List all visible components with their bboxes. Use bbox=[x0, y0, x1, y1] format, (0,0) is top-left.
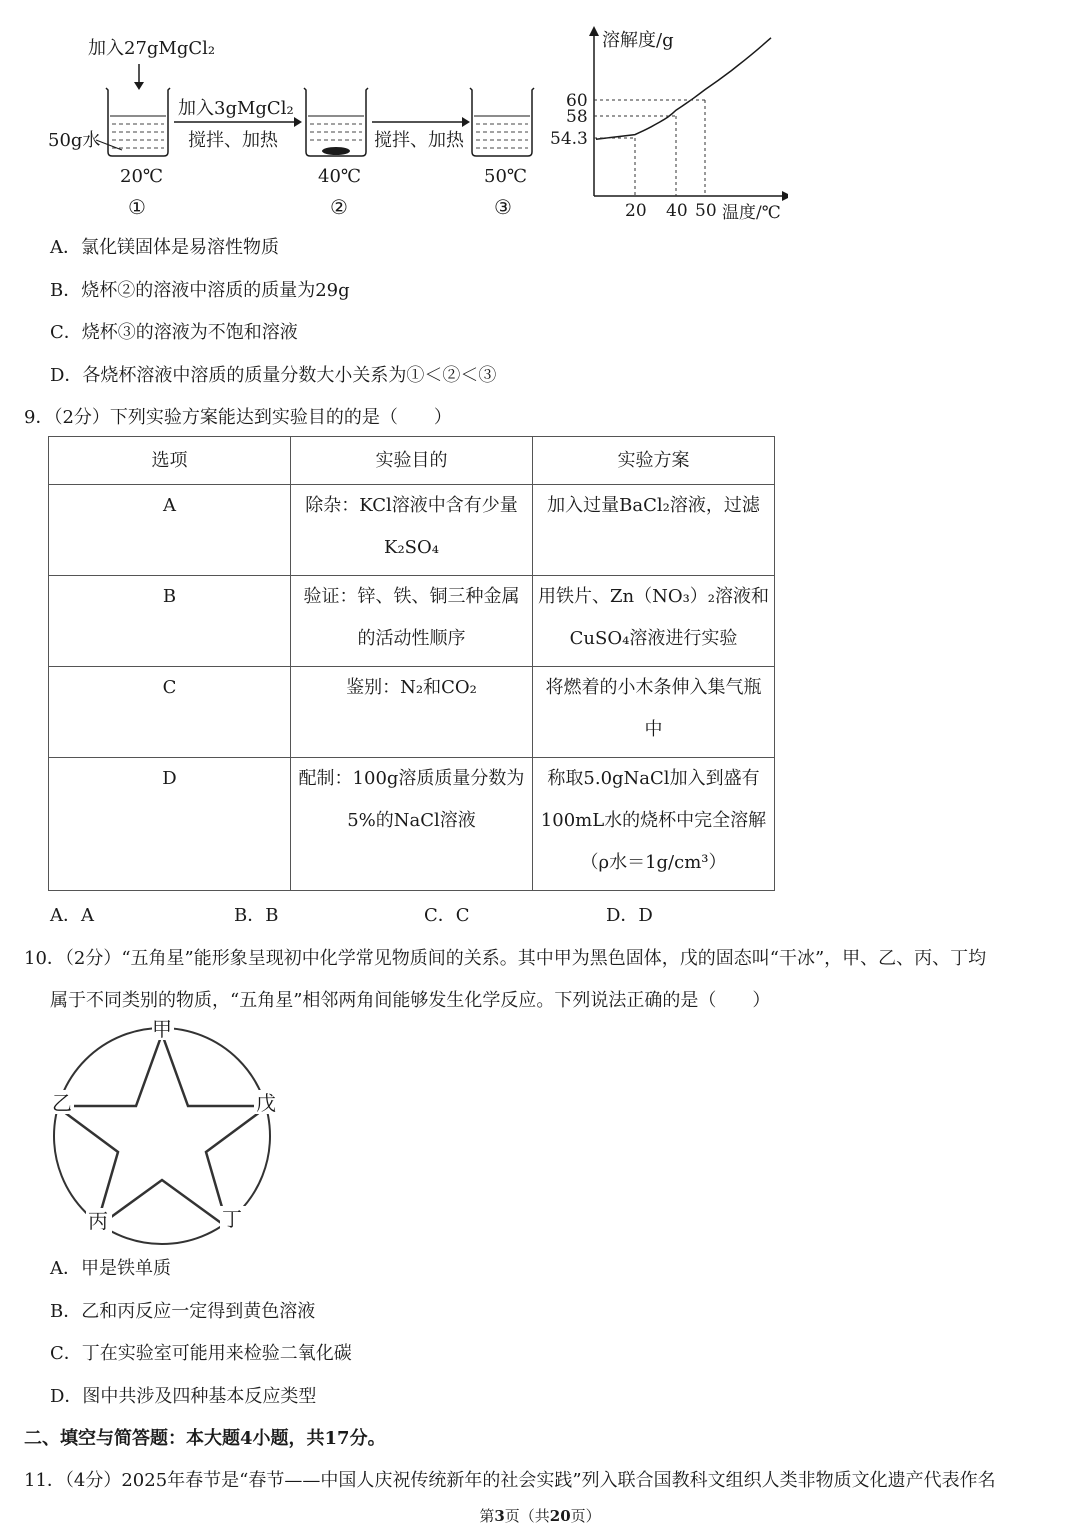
table-header: 选项 bbox=[49, 437, 291, 485]
temp-label-2: 40℃ bbox=[318, 166, 362, 187]
table-cell-option: C bbox=[49, 667, 291, 758]
beaker-2 bbox=[304, 88, 368, 156]
temp-label-3: 50℃ bbox=[484, 166, 528, 187]
footer-text: 页（共 bbox=[504, 1507, 550, 1525]
five-point-star-diagram bbox=[44, 1018, 284, 1248]
solubility-curve bbox=[596, 38, 771, 139]
star-label-right: 戊 bbox=[256, 1091, 276, 1115]
q8-option-c: C．烧杯③的溶液为不饱和溶液 bbox=[50, 322, 298, 343]
table-cell-purpose bbox=[291, 758, 533, 891]
table-cell-option: A bbox=[49, 485, 291, 576]
table-cell-plan bbox=[533, 485, 775, 576]
q10-option-c: C．丁在实验室可能用来检验二氧化碳 bbox=[50, 1343, 352, 1364]
q10-option-d: D．图中共涉及四种基本反应类型 bbox=[50, 1386, 317, 1407]
q10-stem-line2: 属于不同类别的物质，“五角星”相邻两角间能够发生化学反应。下列说法正确的是（ ） bbox=[50, 990, 771, 1011]
cell-line: 称取5.0gNaCl加入到盛有 bbox=[547, 768, 760, 789]
cell-line: （ρ水＝1g/cm³） bbox=[580, 852, 727, 873]
table-cell-plan bbox=[533, 667, 775, 758]
table-cell-plan bbox=[533, 576, 775, 667]
q9-stem: 9．（2分）下列实验方案能达到实验目的的是（ ） bbox=[24, 407, 452, 428]
cell-line: 中 bbox=[644, 719, 663, 740]
y-tick-label: 54.3 bbox=[550, 129, 588, 149]
q9-answer-b: B．B bbox=[234, 905, 279, 926]
stir-heat-label-1: 搅拌、加热 bbox=[188, 130, 278, 151]
cell-line: 100mL水的烧杯中完全溶解 bbox=[540, 810, 767, 831]
q8-option-d: D．各烧杯溶液中溶质的质量分数大小关系为①＜②＜③ bbox=[50, 365, 497, 386]
cell-line: 除杂：KCl溶液中含有少量 bbox=[305, 495, 518, 516]
table-cell-purpose bbox=[291, 576, 533, 667]
q9-answer-c: C．C bbox=[424, 905, 470, 926]
cell-line: 5%的NaCl溶液 bbox=[347, 810, 476, 831]
cell-line: 验证：锌、铁、铜三种金属 bbox=[303, 586, 520, 607]
stir-heat-label-2: 搅拌、加热 bbox=[374, 130, 464, 151]
q9-table bbox=[48, 436, 775, 891]
add-mgcl2-3g-label: 加入3gMgCl₂ bbox=[178, 98, 294, 119]
cell-line: 加入过量BaCl₂溶液，过滤 bbox=[547, 495, 760, 516]
beaker-1 bbox=[106, 88, 170, 156]
y-axis-label: 溶解度/g bbox=[602, 30, 674, 51]
x-tick-label: 40 bbox=[666, 201, 688, 221]
q9-answer-a: A．A bbox=[50, 905, 94, 926]
cell-line: 将燃着的小木条伸入集气瓶 bbox=[545, 677, 762, 698]
page-number: 3 bbox=[494, 1507, 505, 1525]
page-footer bbox=[0, 1505, 1080, 1526]
q8-option-a: A．氯化镁固体是易溶性物质 bbox=[50, 237, 279, 258]
x-tick-label: 20 bbox=[625, 201, 647, 221]
q10-option-b: B．乙和丙反应一定得到黄色溶液 bbox=[50, 1301, 316, 1322]
star-shape bbox=[56, 1034, 268, 1228]
q10-option-a: A．甲是铁单质 bbox=[50, 1258, 171, 1279]
x-axis-label: 温度/℃ bbox=[722, 203, 781, 223]
table-cell-option: B bbox=[49, 576, 291, 667]
cell-line: 的活动性顺序 bbox=[357, 628, 466, 649]
table-header-row bbox=[49, 437, 775, 485]
temp-label-1: 20℃ bbox=[120, 166, 164, 187]
table-cell-plan bbox=[533, 758, 775, 891]
footer-text: 页） bbox=[570, 1507, 601, 1525]
table-header: 实验目的 bbox=[291, 437, 533, 485]
star-label-left: 乙 bbox=[52, 1091, 72, 1115]
table-row bbox=[49, 485, 775, 576]
table-header: 实验方案 bbox=[533, 437, 775, 485]
q10-stem-line1: 10．（2分）“五角星”能形象呈现初中化学常见物质间的关系。其中甲为黑色固体，戊的固态叫“干冰”，甲、乙、丙、丁均 bbox=[24, 948, 987, 969]
cell-line: 配制：100g溶质质量分数为 bbox=[298, 768, 525, 789]
q8-option-b: B．烧杯②的溶液中溶质的质量为29g bbox=[50, 280, 350, 301]
y-tick-label: 60 bbox=[566, 91, 588, 111]
cell-line: 鉴别：N₂和CO₂ bbox=[346, 677, 477, 698]
water-label: 50g水 bbox=[48, 130, 101, 151]
cell-line: K₂SO₄ bbox=[384, 537, 439, 558]
add-mgcl2-27g-label: 加入27gMgCl₂ bbox=[88, 38, 216, 59]
y-tick-label: 58 bbox=[566, 107, 588, 127]
total-pages: 20 bbox=[549, 1507, 571, 1525]
beaker-number-2: ② bbox=[330, 195, 348, 219]
beaker-3 bbox=[470, 88, 534, 156]
table-row bbox=[49, 758, 775, 891]
star-label-bottom-right: 丁 bbox=[222, 1207, 242, 1231]
table-row bbox=[49, 576, 775, 667]
solubility-chart bbox=[548, 20, 788, 230]
beaker-experiment-figure bbox=[40, 28, 600, 258]
undissolved-solid bbox=[322, 147, 350, 155]
cell-line: CuSO₄溶液进行实验 bbox=[569, 628, 738, 649]
table-cell-option: D bbox=[49, 758, 291, 891]
beaker-number-3: ③ bbox=[494, 195, 512, 219]
table-cell-purpose bbox=[291, 485, 533, 576]
cell-line: 用铁片、Zn（NO₃）₂溶液和 bbox=[537, 586, 770, 607]
table-cell-purpose bbox=[291, 667, 533, 758]
q9-answer-d: D．D bbox=[606, 905, 653, 926]
beaker-number-1: ① bbox=[128, 195, 146, 219]
section-heading: 二、填空与简答题：本大题4小题，共17分。 bbox=[24, 1428, 386, 1449]
star-label-top: 甲 bbox=[152, 1018, 172, 1041]
x-tick-label: 50 bbox=[695, 201, 717, 221]
star-label-bottom-left: 丙 bbox=[88, 1209, 108, 1233]
q11-stem-line1: 11．（4分）2025年春节是“春节——中国人庆祝传统新年的社会实践”列入联合国教科文组织人类非物质文化遗产代表作名 bbox=[24, 1470, 996, 1491]
footer-text: 第 bbox=[479, 1507, 495, 1525]
table-row bbox=[49, 667, 775, 758]
